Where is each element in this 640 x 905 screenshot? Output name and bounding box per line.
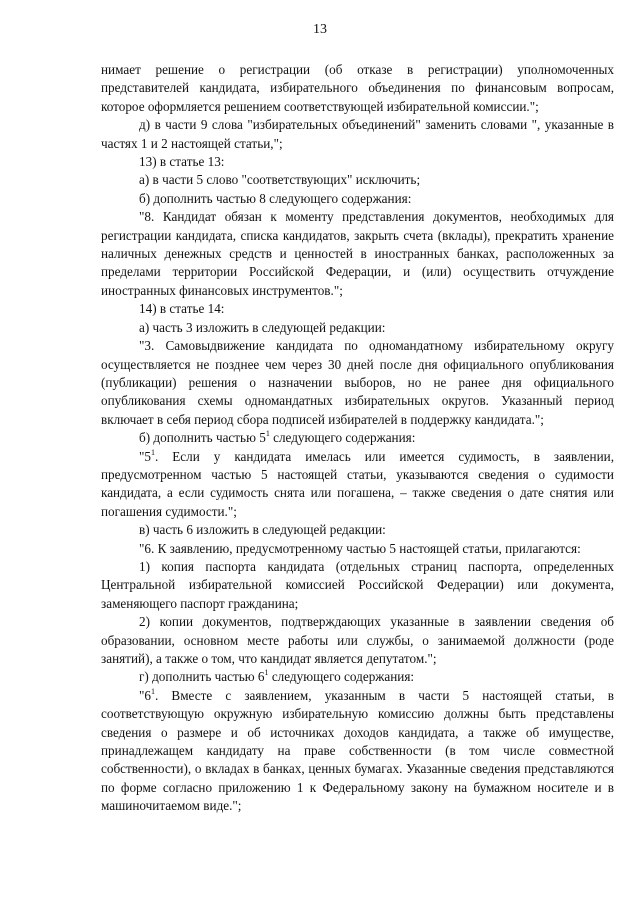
text-segment: б) дополнить частью 5 — [139, 430, 266, 446]
page-number: 13 — [313, 22, 327, 37]
paragraph-part-3: "3. Самовыдвижение кандидата по одномандатному избирательному округу осуществляется не позднее чем через 30 дней после дня официального опубликования (публикации) решения о назначении выборов, но не ранее дня официального опубликования схемы одномандатных избирательных округов. Указанный период включает в себя период сбора подписей избирателей в поддержку кандидата."; — [101, 338, 614, 427]
paragraph-part-8: "8. Кандидат обязан к моменту представления документов, необходимых для регистрации кандидата, списка кандидатов, закрыть счета (вклады), прекратить хранение наличных денежных средств и ценностей в иностранных банках, расположенных за пределами территории Российской Федерации, и (или) осуществить отчуждение иностранных финансовых инструментов."; — [101, 209, 614, 298]
paragraph-item-a: а) в части 5 слово "соответствующих" исключить; — [139, 172, 421, 188]
superscript: 1 — [150, 686, 155, 696]
paragraph-continuation: нимает решение о регистрации (об отказе в регистрации) уполномоченных представителей кандидата, избирательного объединения по финансовым вопросам, которое оформляется решением соответствующей избирательной комиссии."; — [101, 62, 614, 114]
paragraph-part-5-1 — [101, 448, 614, 522]
paragraph-article-13: 13) в статье 13: — [139, 154, 225, 170]
paragraph-part-6-1 — [101, 687, 614, 816]
paragraph-item-v: в) часть 6 изложить в следующей редакции: — [139, 522, 386, 538]
paragraph-article-14: 14) в статье 14: — [139, 301, 225, 317]
text-segment: г) дополнить частью 6 — [139, 669, 265, 685]
paragraph-item-g-part-6-1 — [101, 668, 614, 686]
paragraph-item-b-part-5-1 — [101, 429, 614, 447]
paragraph-list-item-2: 2) копии документов, подтверждающих указанные в заявлении сведения об образовании, основном месте работы или службы, о занимаемой должности (роде занятий), а также о том, что кандидат является депутатом."; — [101, 614, 614, 666]
text-segment: . Вместе с заявлением, указанным в части 5 настоящей статьи, в соответствующую окружную избирательную комиссию должны быть представлены сведения о размере и об источниках доходов кандидата, а также об имуществе, принадлежащем кандидату на праве собственности (в том числе совместной собственности), о вкладах в банках, ценных бумагах. Указанные сведения представляются по форме согласно приложению 1 к Федеральному закону на бумажном носителе и в машиночитаемом виде."; — [101, 687, 614, 814]
text-segment: "6 — [139, 687, 151, 703]
paragraph-item-a-part-3: а) часть 3 изложить в следующей редакции: — [139, 319, 386, 335]
paragraph-item-b: б) дополнить частью 8 следующего содержания: — [139, 190, 412, 206]
paragraph-item-d: д) в части 9 слова "избирательных объединений" заменить словами ", указанные в частях 1 и 2 настоящей статьи,"; — [101, 117, 614, 151]
paragraph-list-item-1: 1) копия паспорта кандидата (отдельных страниц паспорта, определенных Центральной избирательной комиссией Российской Федерации) или документа, заменяющего паспорт гражданина; — [101, 558, 614, 611]
text-segment: "5 — [139, 448, 151, 464]
paragraph-part-6: "6. К заявлению, предусмотренному частью 5 настоящей статьи, прилагаются: — [139, 540, 581, 556]
superscript: 1 — [150, 447, 155, 457]
text-segment: следующего содержания: — [269, 430, 416, 446]
superscript: 1 — [264, 668, 269, 678]
text-segment: следующего содержания: — [268, 669, 415, 685]
superscript: 1 — [265, 429, 270, 439]
document-body — [101, 61, 614, 816]
text-segment: . Если у кандидата имелась или имеется судимость, в заявлении, предусмотренном частью 5 настоящей статьи, указываются сведения о судимости кандидата, а если судимость снята или погашена, – также сведения о дате снятия или погашения судимости."; — [101, 448, 614, 519]
